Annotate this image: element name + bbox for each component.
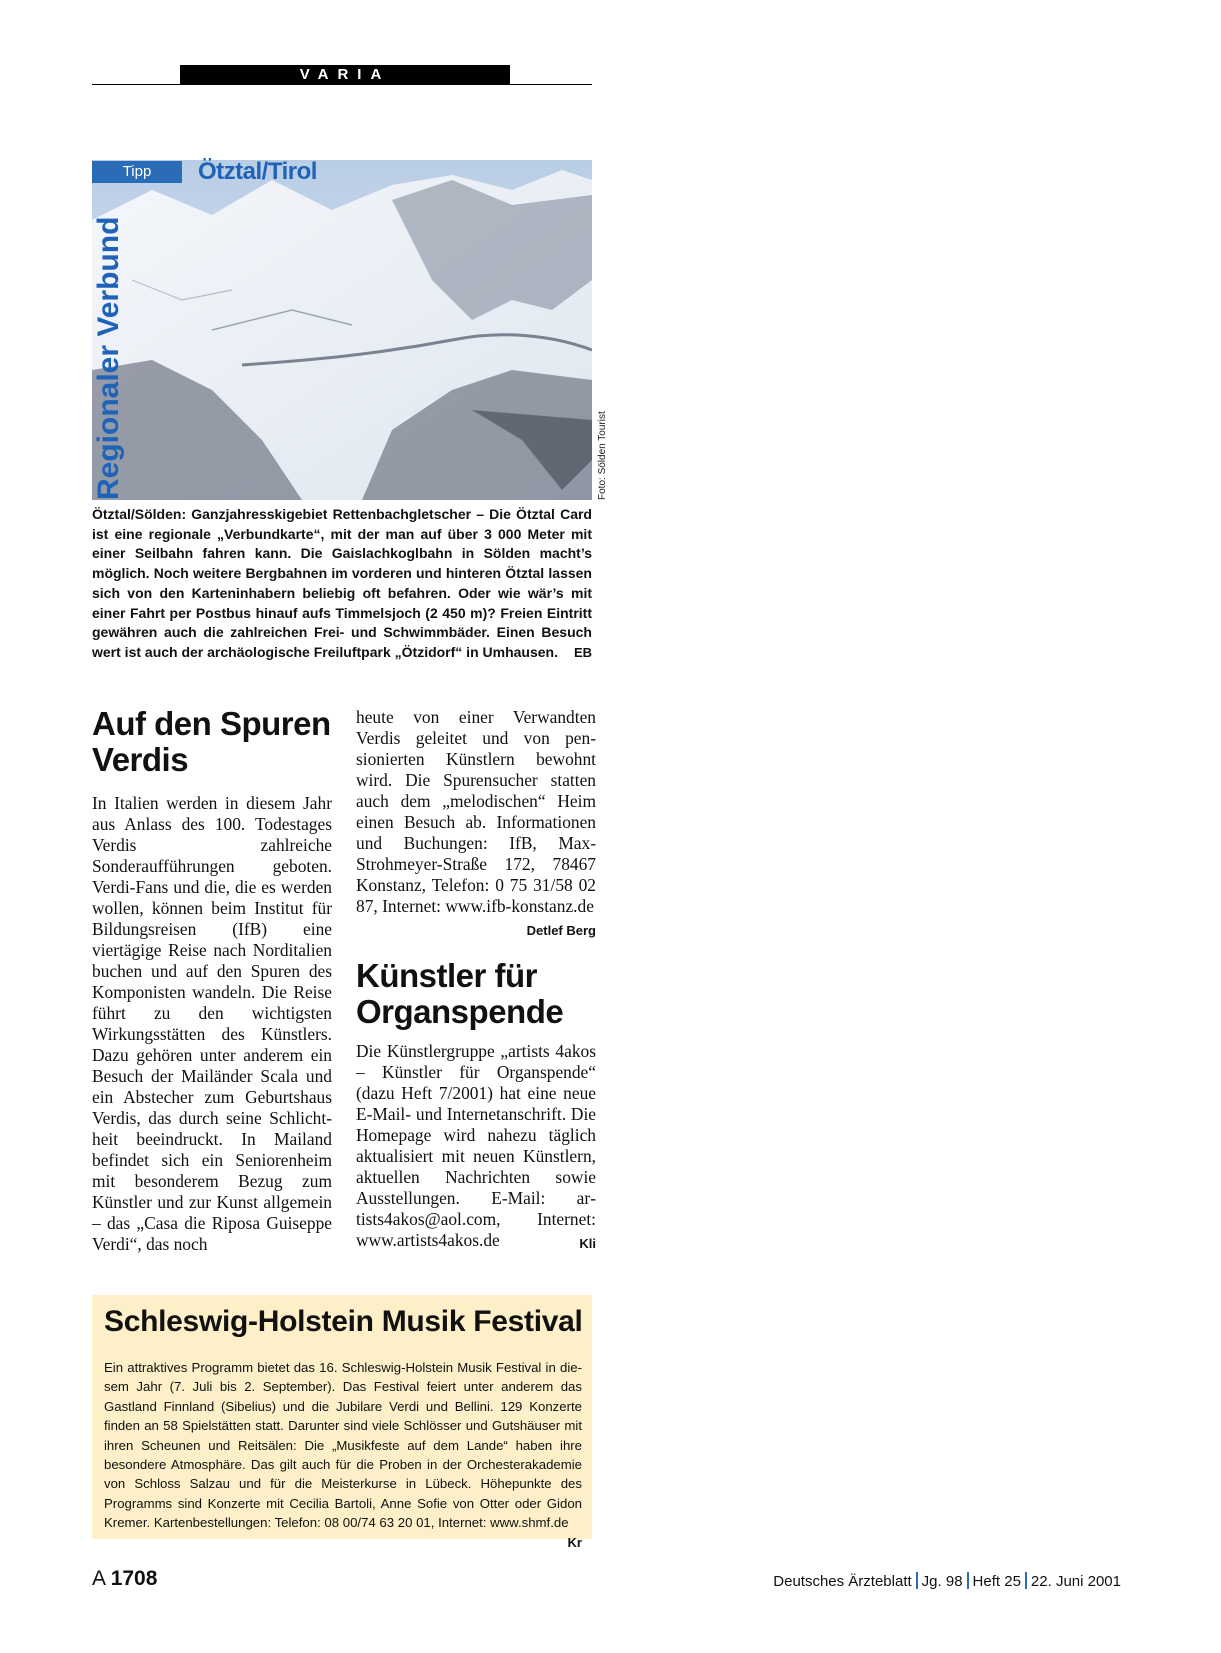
festival-body: Ein attraktives Programm bietet das 16. Schleswig-Holstein Musik Festival in diesem Jahr (7. Juli bis 2. September). Das Festival feiert unter anderem das Gastland Finnland (Sibelius) und die Jubilare Verdi und Bellini. 129 Konzerte finden an 58 Spielstätten statt. Darunter sind viele Schlösser und Gutshäuser mit ihren Scheunen und Reitsälen: Die „Musikfeste auf dem Lande“ haben ihre besondere Atmosphäre. Das gilt auch für die Proben in der Orchesterakademie von Schloss Salzau und für die Meisterkurse in Lübeck. Höhepunkte des Programms sind Konzerte mit Cecilia Bartoli, Anne Sofie von Otter oder Gidon Kremer. Kartenbestellungen: Telefon: 08 00/74 63 20 01, Internet: www.shmf.de: [104, 1360, 582, 1531]
verdi-body-left: In Italien werden in diesem Jahr aus Anlass des 100. Todestages Verdis zahlreiche Sonderaufführungen geboten. Verdi-Fans und die, die es werden wollen, können beim Institut für Bildungsreisen (IfB) eine viertägige Reise nach Norditalien buchen und auf den Spuren des Komponisten wandeln. Die Reise führt zu den wichtigsten Wirkungsstätten des Künstlers. Dazu gehören unter anderem ein Besuch der Mailänder Scala und ein Abstecher zum Geburtshaus Verdis, das durch seine Schlichtheit beeindruckt. In Mailand befindet sich ein Seniorenheim mit besonderem Bezug zum Künstler und zur Kunst allgemein – das „Casa die Riposa Guiseppe Verdi“, das noch: [92, 793, 332, 1254]
headline-kuenstler: Künstler für Organspende: [356, 957, 564, 1030]
verdi-body-right-block: [356, 707, 596, 941]
journal-issue: Heft 25: [972, 1573, 1021, 1590]
page-number: [92, 1567, 157, 1591]
photo-caption: [92, 505, 592, 663]
caption-signature: EB: [573, 644, 592, 660]
verdi-signature: Detlef Berg: [526, 923, 596, 938]
journal-name: Deutsches Ärzteblatt: [773, 1573, 912, 1590]
journal-date: 22. Juni 2001: [1030, 1573, 1121, 1590]
page-prefix: A: [92, 1567, 105, 1590]
photo-credit: Foto: Sölden Tourist: [597, 411, 608, 500]
verdi-body-right: heute von einer Verwandten Verdis geleitet und von pensionierten Künstlern bewohnt wird. Die Spurensucher statten auch dem „melodischen“ Heim einen Besuch ab. Informationen und Buchungen: IfB, Max-Strohmeyer-Straße 172, 78467 Konstanz, Telefon: 0 75 31/58 02 87, Internet: www.ifb-konstanz.de: [356, 707, 596, 916]
vertical-label: Regionaler Verbund: [92, 216, 125, 500]
section-label: VARIA: [180, 65, 510, 85]
kuenstler-signature: Kli: [579, 1236, 596, 1251]
footer-divider: [916, 1572, 918, 1589]
caption-text: Ötztal/Sölden: Ganzjahresskigebiet Rettenbachgletscher – Die Ötztal Card ist eine regionale „Verbundkarte“, mit der man auf über 3 000 Meter mit einer Seilbahn fahren kann. Die Gaislachkoglbahn in Sölden macht’s möglich. Noch weitere Bergbahnen im vorderen und hinteren Ötztal lassen sich von den Karteninhabern beliebig oft befahren. Oder wie wär’s mit einer Fahrt per Postbus hinauf aufs Timmelsjoch (2 450 m)? Freien Eintritt gewähren auch die zahlreichen Frei- und Schwimmbäder. Einen Besuch wert ist auch der archäologische Freiluftpark „Ötzidorf“ in Umhausen.: [92, 506, 592, 660]
tipp-tag: Tipp: [92, 161, 182, 183]
journal-footer: [773, 1572, 1121, 1590]
festival-headline: Schleswig-Holstein Musik Festival: [104, 1305, 583, 1338]
festival-body-block: [104, 1358, 582, 1552]
footer-divider: [1025, 1572, 1027, 1589]
glacier-photo: [92, 160, 592, 500]
journal-volume: Jg. 98: [921, 1573, 963, 1590]
kuenstler-body: Die Künstlergruppe „artists 4akos – Künstler für Organspende“ (dazu Heft 7/2001) hat eine neue E-Mail- und Internetanschrift. Die Homepage wird nahezu täglich aktualisiert mit neuen Künstlern, aktuellen Nachrichten sowie Ausstellungen. E-Mail: artists4akos@aol.com, Internet: www.artists4akos.de: [356, 1041, 596, 1250]
festival-signature: Kr: [567, 1534, 582, 1550]
photo-title: Ötztal/Tirol: [198, 158, 317, 185]
vertical-label-box: [92, 216, 126, 500]
page-number-value: 1708: [110, 1567, 158, 1590]
footer-divider: [967, 1572, 969, 1589]
kuenstler-body-block: [356, 1041, 596, 1254]
headline-verdi: Auf den Spuren Verdis: [92, 705, 331, 778]
photo-credit-box: [596, 404, 610, 500]
